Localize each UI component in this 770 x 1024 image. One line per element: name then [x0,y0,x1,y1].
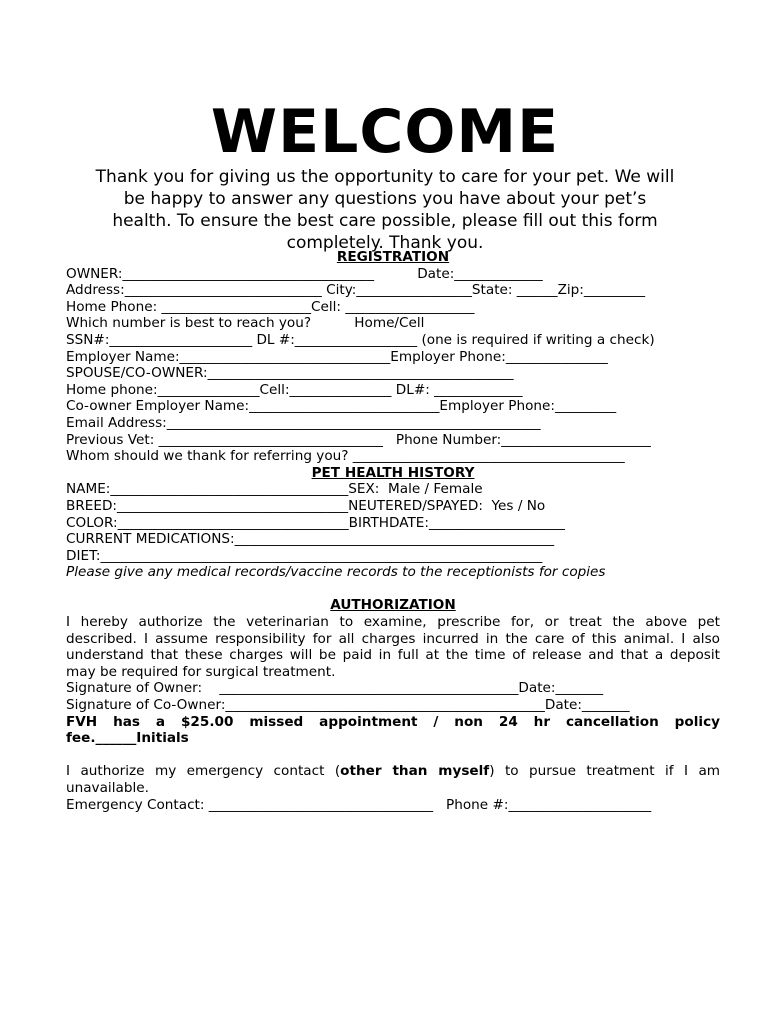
employer-line: Employer Name:_______________________________Employer Phone:_______________ [66,348,608,365]
medications-line: CURRENT MEDICATIONS:_______________________________________________ [66,531,555,548]
coowner-signature-line: Signature of Co-Owner:_______________________________________________Date:_______ [66,697,630,714]
emergency-text-post: ) to pursue treatment if I am [489,763,721,780]
email-line: Email Address:_______________________________________________________ [66,414,541,431]
authorization-text-line: I hereby authorize the veterinarian to examine, prescribe for, or treat the above pet [66,614,720,631]
intro-paragraph: Thank you for giving us the opportunity to care for your pet. We will be happy to answer any questions you have about your pet’s health. To ensure the best care possible, please fill out this form completely. Thank you. [95,167,675,253]
referral-line: Whom should we thank for referring you? ________________________________________ [66,448,625,465]
previous-vet-line: Previous Vet: _________________________________ Phone Number:______________________ [66,431,651,448]
page-title: WELCOME [210,97,560,167]
coowner-employer-line: Co-owner Employer Name:____________________________Employer Phone:_________ [66,398,617,415]
ssn-dl-line: SSN#:_____________________ DL #:__________________ (one is required if writing a check) [66,331,655,348]
form-body [66,249,720,813]
pet-name-line: NAME:___________________________________SEX: Male / Female [66,481,483,498]
emergency-authorization-line [66,763,720,780]
breed-line: BREED:__________________________________NEUTERED/SPAYED: Yes / No [66,497,546,514]
owner-signature-line: Signature of Owner: ____________________________________________Date:_______ [66,680,604,697]
section-spacer [66,581,720,598]
address-line: Address:_____________________________ City:_________________State: ______Zip:_________ [66,282,646,299]
authorization-heading: AUTHORIZATION [330,597,456,614]
registration-heading: REGISTRATION [336,249,450,265]
spouse-line: SPOUSE/CO-OWNER:_____________________________________________ [66,365,514,382]
owner-date-line: OWNER:_____________________________________ Date:_____________ [66,265,543,282]
authorization-text-line: described. I assume responsibility for all charges incurred in the care of this animal. I also [66,630,720,647]
section-spacer [66,747,720,764]
pet-history-heading: PET HEALTH HISTORY [311,464,475,481]
emergency-authorization-last: unavailable. [66,780,149,796]
emergency-contact-line: Emergency Contact: _________________________________ Phone #:_____________________ [66,796,652,813]
policy-line: FVH has a $25.00 missed appointment / non 24 hr cancellation policy [66,713,720,730]
policy-initials-line: fee.______Initials [66,730,189,747]
diet-line: DIET:_________________________________________________________________ [66,547,543,564]
best-number-line: Which number is best to reach you? Home/Cell [66,315,425,332]
home-phone-line: Home Phone: ______________________Cell: ___________________ [66,298,475,315]
emergency-text-bold: other than myself [340,763,490,780]
records-note: Please give any medical records/vaccine records to the receptionists for copies [66,564,606,581]
authorization-text-line: understand that these charges will be paid in full at the time of release and that a deposit [66,647,720,664]
authorization-text-last: may be required for surgical treatment. [66,663,336,680]
coowner-phone-line: Home phone:_______________Cell:_______________ DL#: _____________ [66,381,523,398]
emergency-text-pre: I authorize my emergency contact ( [66,763,341,780]
color-line: COLOR:__________________________________BIRTHDATE:____________________ [66,514,565,531]
